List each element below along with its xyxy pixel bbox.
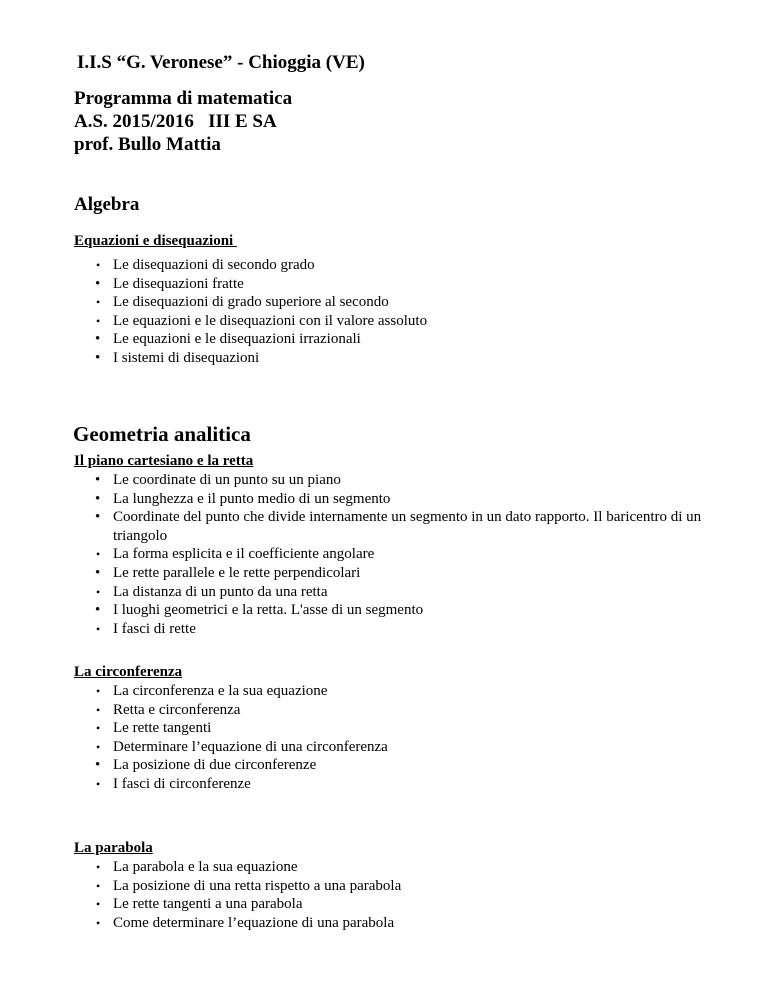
list-parabola <box>91 858 711 932</box>
list-item: • Le rette tangenti a una parabola <box>91 895 711 914</box>
list-item: • Le equazioni e le disequazioni irrazionali <box>91 330 711 349</box>
subsection-piano-cartesiano: Il piano cartesiano e la retta <box>74 453 254 469</box>
school-name: I.I.S “G. Veronese” - Chioggia (VE) <box>77 52 365 73</box>
list-item: • I luoghi geometrici e la retta. L'asse di un segmento <box>91 601 721 620</box>
list-item: • I sistemi di disequazioni <box>91 349 711 368</box>
list-item: • Le disequazioni di secondo grado <box>91 256 711 275</box>
list-equazioni <box>91 256 711 368</box>
list-item: • La posizione di una retta rispetto a una parabola <box>91 877 711 896</box>
list-item: • Determinare l’equazione di una circonferenza <box>91 738 711 757</box>
list-item: • La lunghezza e il punto medio di un segmento <box>91 490 721 509</box>
list-item: • La posizione di due circonferenze <box>91 756 711 775</box>
list-item: • Come determinare l’equazione di una parabola <box>91 914 711 933</box>
list-item: • I fasci di circonferenze <box>91 775 711 794</box>
teacher-name: prof. Bullo Mattia <box>74 134 221 155</box>
program-header <box>74 87 292 156</box>
list-piano-cartesiano <box>91 471 721 638</box>
list-circonferenza <box>91 682 711 794</box>
subsection-parabola: La parabola <box>74 840 153 856</box>
section-title-geometria: Geometria analitica <box>73 422 251 446</box>
list-item: • La circonferenza e la sua equazione <box>91 682 711 701</box>
list-item: • La distanza di un punto da una retta <box>91 583 721 602</box>
list-item: • Le disequazioni di grado superiore al secondo <box>91 293 711 312</box>
school-year-class: A.S. 2015/2016 III E SA <box>74 111 277 132</box>
program-title: Programma di matematica <box>74 88 293 109</box>
list-item: • Coordinate del punto che divide internamente un segmento in un dato rapporto. Il baricentro di un triangolo <box>91 508 721 545</box>
list-item: • Le equazioni e le disequazioni con il valore assoluto <box>91 312 711 331</box>
subsection-equazioni: Equazioni e disequazioni <box>74 233 237 249</box>
list-item: • La forma esplicita e il coefficiente angolare <box>91 545 721 564</box>
section-title-algebra: Algebra <box>74 194 140 215</box>
list-item: • Le rette parallele e le rette perpendicolari <box>91 564 721 583</box>
list-item: • I fasci di rette <box>91 620 721 639</box>
list-item: • La parabola e la sua equazione <box>91 858 711 877</box>
list-item: • Le disequazioni fratte <box>91 275 711 294</box>
list-item: • Le rette tangenti <box>91 719 711 738</box>
list-item: • Retta e circonferenza <box>91 701 711 720</box>
subsection-circonferenza: La circonferenza <box>74 664 183 680</box>
list-item: • Le coordinate di un punto su un piano <box>91 471 721 490</box>
